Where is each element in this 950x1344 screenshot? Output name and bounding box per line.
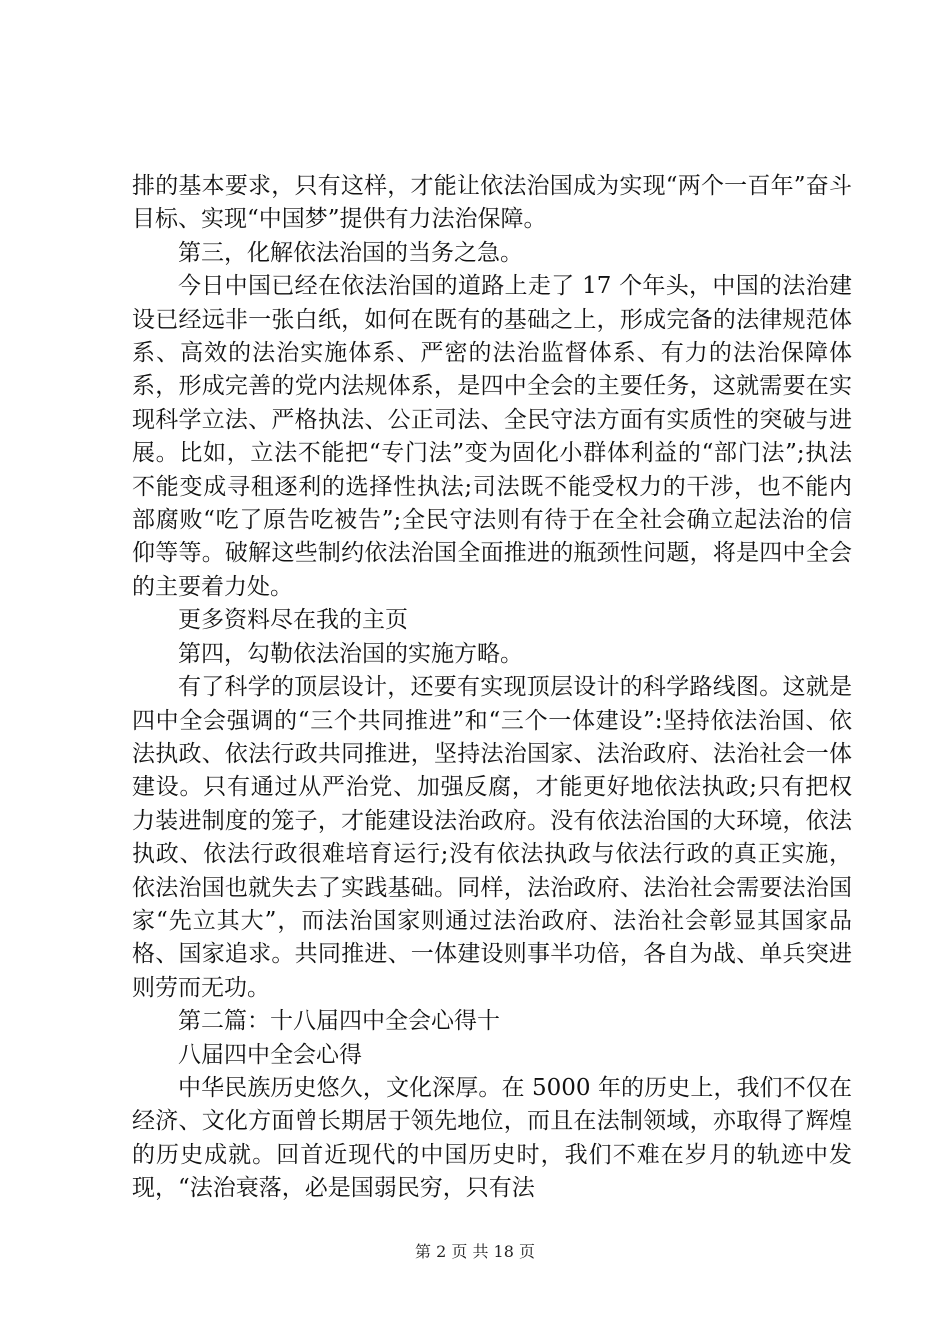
paragraph: 第三，化解依法治国的当务之急。 [178, 239, 523, 266]
paragraph: 第四，勾勒依法治国的实施方略。 [178, 640, 523, 667]
section-heading-continuation: 八届四中全会心得 [178, 1041, 362, 1068]
section-heading: 第二篇：十八届四中全会心得十 [178, 1008, 500, 1035]
page-footer [0, 1239, 950, 1262]
paragraph: 今日中国已经在依法治国的道路上走了 17 个年头，中国的法治建设已经远非一张白纸，如何在既有的基础之上，形成完备的法律规范体系、高效的法治实施体系、严密的法治监督体系、有力的法治保障体系，形成完善的党内法规体系，是四中全会的主要任务，这就需要在实现科学立法、严格执法、公正司法、全民守法方面有实质性的突破与进展。比如，立法不能把“专门法”变为固化小群体利益的“部门法”;执法不能变成寻租逐利的选择性执法;司法既不能受权力的干涉，也不能内部腐败“吃了原告吃被告”;全民守法则有待于在全社会确立起法治的信仰等等。破解这些制约依法治国全面推进的瓶颈性问题，将是四中全会的主要着力处。 [132, 273, 852, 600]
paragraph: 中华民族历史悠久，文化深厚。在 5000 年的历史上，我们不仅在经济、文化方面曾长期居于领先地位，而且在法制领域，亦取得了辉煌的历史成就。回首近现代的中国历史时，我们不难在岁月的轨迹中发现，“法治衰落，必是国弱民穷，只有法 [132, 1074, 852, 1202]
paragraph: 排的基本要求，只有这样，才能让依法治国成为实现“两个一百年”奋斗目标、实现“中国梦”提供有力法治保障。 [132, 173, 852, 233]
paragraph: 有了科学的顶层设计，还要有实现顶层设计的科学路线图。这就是四中全会强调的“三个共同推进”和“三个一体建设”:坚持依法治国、依法执政、依法行政共同推进，坚持法治国家、法治政府、法治社会一体建设。只有通过从严治党、加强反腐，才能更好地依法执政;只有把权力装进制度的笼子，才能建设法治政府。没有依法治国的大环境，依法执政、依法行政很难培育运行;没有依法执政与依法行政的真正实施，依法治国也就失去了实践基础。同样，法治政府、法治社会需要法治国家“先立其大”，而法治国家则通过法治政府、法治社会彰显其国家品格、国家追求。共同推进、一体建设则事半功倍，各自为战、单兵突进则劳而无功。 [132, 674, 852, 1001]
paragraph: 更多资料尽在我的主页 [178, 607, 408, 634]
document-body [132, 170, 852, 1206]
page-number: 第 2 页 共 18 页 [415, 1242, 535, 1261]
